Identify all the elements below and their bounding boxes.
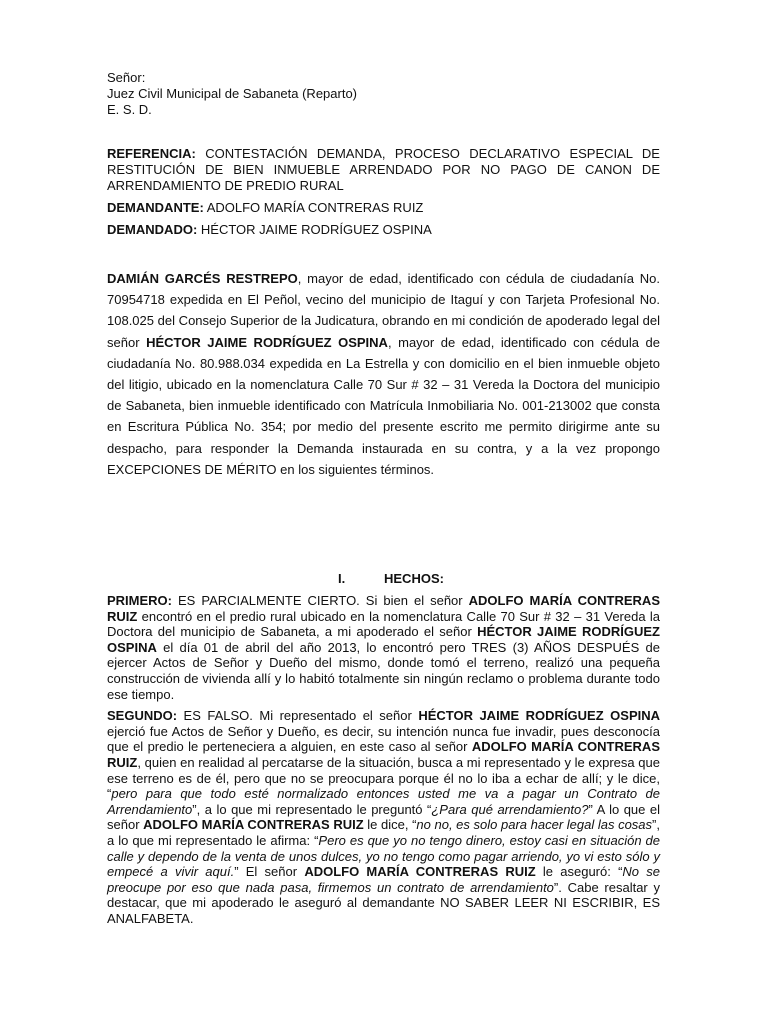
fact-text: le aseguró: “ [535, 864, 623, 880]
plaintiff-name: ADOLFO MARÍA CONTRERAS RUIZ [206, 200, 424, 215]
client-name: HÉCTOR JAIME RODRÍGUEZ OSPINA [146, 334, 388, 350]
person-name: HÉCTOR JAIME RODRÍGUEZ OSPINA [418, 708, 661, 724]
plaintiff-label: DEMANDANTE: [107, 200, 204, 215]
quote: ¿Para qué arrendamiento? [431, 801, 589, 817]
salutation: Señor: [107, 70, 146, 85]
fact-text: ES PARCIALMENTE CIERTO. Si bien el señor [172, 593, 469, 608]
fact-text: ES FALSO. Mi representado el señor [177, 708, 419, 724]
defendant-name: HÉCTOR JAIME RODRÍGUEZ OSPINA [200, 222, 432, 237]
intro-text [107, 268, 660, 480]
defendant-line [107, 222, 660, 238]
fact-text: el día 01 de abril del año 2013, lo encontró pero TRES (3) AÑOS DESPUÉS de ejercer Actos de Señor y Dueño del mismo, donde tomó el terreno, realizó una pequeña construcción de vivienda allí y lo habitó totalmente sin ningún reclamo o problema durante todo ese tiempo. [107, 639, 660, 702]
lawyer-name: DAMIÁN GARCÉS RESTREPO [107, 271, 298, 286]
intro-text-2: , mayor de edad, identificado con cédula de ciudadanía No. 80.988.034 expedida en La Estrella y con domicilio en el bien inmueble objeto del litigio, ubicado en la nomenclatura Calle 70 Sur # 32 – 31 Vereda la Doctora del municipio de Sabaneta, bien inmueble identificado con Matrícula Inmobiliaria No. 001-213002 que consta en Escritura Pública No. 354; por medio del presente escrito me permito dirigirme ante su despacho, para responder la Demanda instaurada en su contra, y a la vez propongo EXCEPCIONES DE MÉRITO en los siguientes términos. [107, 334, 660, 477]
fact-text: ”. Cabe resaltar y destacar, que mi apoderado le aseguró al demandante NO SABER LEER NI ESCRIBIR, ES ANALFABETA. [107, 879, 661, 926]
section-heading [338, 571, 444, 586]
fact-text: ” El señor [234, 864, 305, 880]
fact-second-label: SEGUNDO: [107, 708, 178, 724]
reference-text: CONTESTACIÓN DEMANDA, PROCESO DECLARATIVO ESPECIAL DE RESTITUCIÓN DE BIEN INMUEBLE ARRENDADO POR NO PAGO DE CANON DE ARRENDAMIENTO DE PREDIO RURAL [107, 146, 660, 193]
reference-label: REFERENCIA: [107, 146, 196, 161]
section-title: HECHOS: [384, 571, 444, 586]
person-name: ADOLFO MARÍA CONTRERAS RUIZ [143, 817, 364, 833]
person-name: HÉCTOR JAIME RODRÍGUEZ OSPINA [107, 624, 661, 655]
person-name: ADOLFO MARÍA CONTRERAS RUIZ [304, 864, 536, 880]
quote: No se preocupe por eso que nada pasa, firmemos un contrato de arrendamiento [107, 864, 661, 895]
fact-text: ” A lo que el señor [107, 801, 661, 833]
fact-text: ”, a lo que mi representado le preguntó “ [192, 801, 432, 817]
fact-text: ejerció fue Actos de Señor y Dueño, es decir, su intención nunca fue invadir, pues desconocía que el predio le perteneciera a alguien, en este caso al señor [107, 723, 660, 755]
reference-line [107, 146, 660, 194]
plaintiff-line [107, 200, 660, 216]
fact-first [107, 593, 660, 702]
section-number: I. [338, 571, 346, 586]
fact-text: encontró en el predio rural ubicado en la nomenclatura Calle 70 Sur # 32 – 31 Vereda la Doctora del municipio de Sabaneta, a mi apoderado el señor [107, 608, 660, 640]
fact-text: ”, a lo que mi representado le afirma: “ [107, 817, 660, 848]
reference-block [107, 146, 660, 238]
fact-text: , quien en realidad al percatarse de la situación, busca a mi representado y le expresa que ese terreno es de él, pero que no se preocupara porque él no lo iba a echar de allí; y le dice, “ [107, 754, 660, 802]
quote: Pero es que yo no tengo dinero, estoy casi en situación de calle y dependo de la venta de unos dulces, yo no tengo como pagar arriendo, yo vi esto sólo y empecé a vivir aquí. [107, 832, 660, 880]
intro-paragraph [107, 268, 660, 480]
defendant-label: DEMANDADO: [107, 222, 198, 237]
fact-first-label: PRIMERO: [107, 593, 172, 608]
person-name: ADOLFO MARÍA CONTRERAS RUIZ [107, 593, 660, 624]
fact-second [107, 708, 660, 926]
facts-block [107, 593, 660, 926]
quote: no no, es solo para hacer legal las cosas [416, 817, 653, 833]
intro-text-1: , mayor de edad, identificado con cédula de ciudadanía No. 70954718 expedida en El Peñol, vecino del municipio de Itaguí y con Tarjeta Profesional No. 108.025 del Consejo Superior de la Judicatura, obrando en mi condición de apoderado legal del señor [107, 271, 660, 350]
addressee-court: Juez Civil Municipal de Sabaneta (Reparto) [107, 86, 358, 101]
fact-text: le dice, “ [363, 817, 417, 833]
quote: pero para que todo esté normalizado entonces usted me va a pagar un Contrato de Arrendamiento [107, 786, 660, 817]
addressee-block [107, 70, 660, 118]
person-name: ADOLFO MARÍA CONTRERAS RUIZ [107, 739, 660, 770]
addressee-esd: E. S. D. [107, 102, 152, 117]
